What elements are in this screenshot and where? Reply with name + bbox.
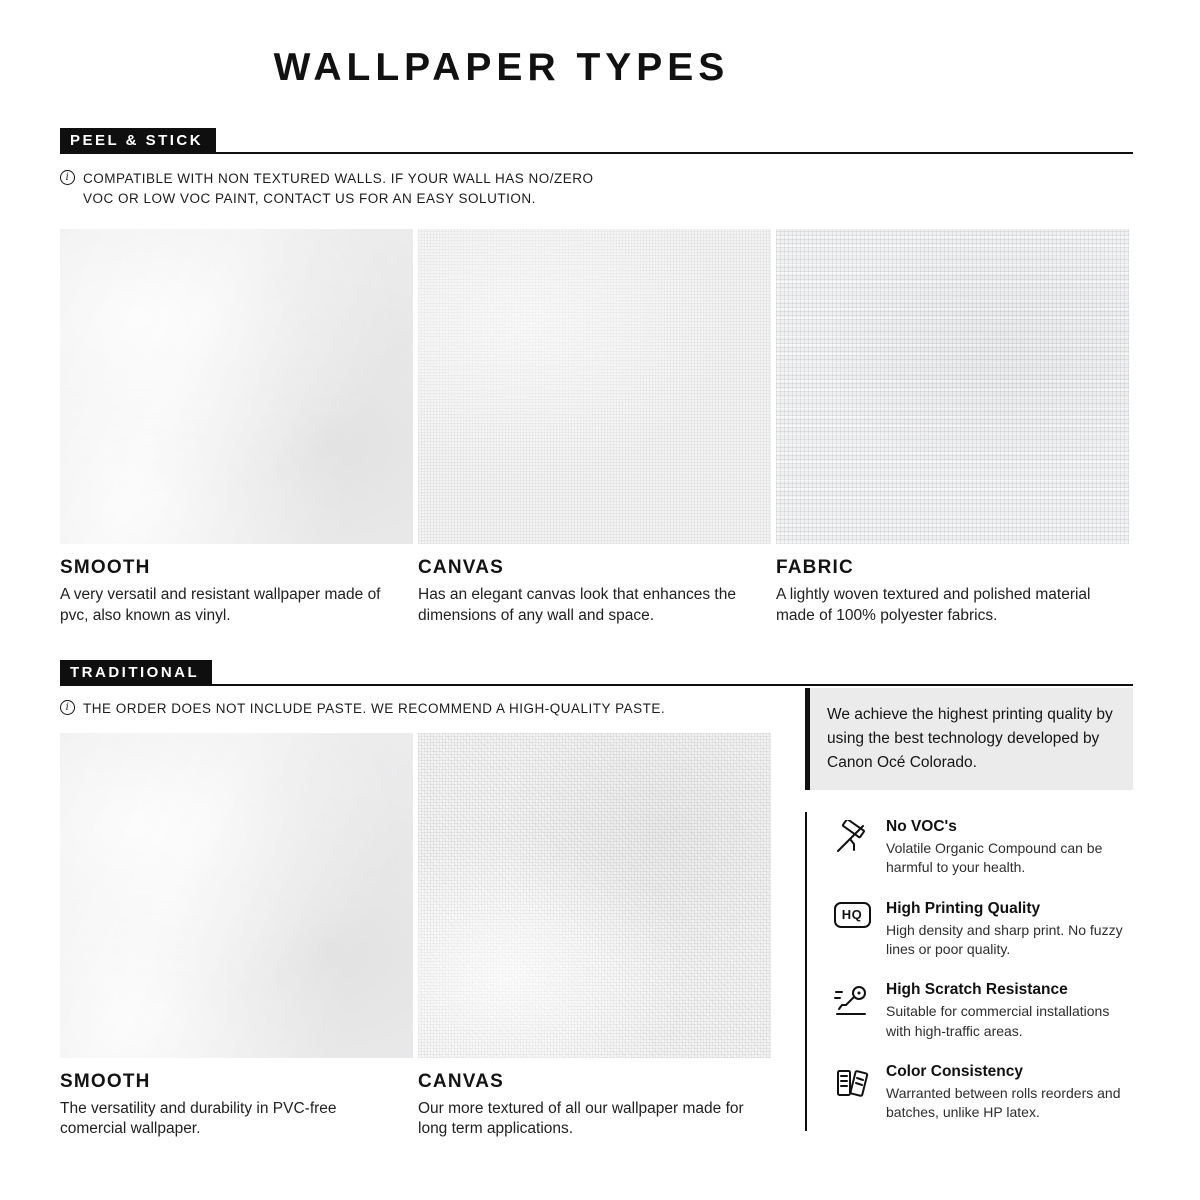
feature-text [886,1063,1133,1123]
feature-description: Suitable for commercial installations with high-traffic areas. [886,1003,1110,1039]
section-rule [60,128,1133,154]
swatch-image-fabric [776,229,1129,544]
quality-intro-panel: We achieve the highest printing quality by using the best technology developed by Canon Océ Colorado. [805,688,1133,790]
section-peel-and-stick [60,128,1133,626]
feature-scratch-resistance [831,981,1133,1041]
page-title: WALLPAPER TYPES [273,46,730,89]
feature-color-consistency [831,1063,1133,1123]
swatch-image-canvas [418,733,771,1058]
hq-icon: HQ [831,900,873,928]
info-icon: i [60,170,75,185]
peel-stick-note [60,169,1133,208]
section-label-peel-and-stick: PEEL & STICK [60,128,216,152]
bottom-columns [60,686,1133,1139]
feature-description: High density and sharp print. No fuzzy lines or poor quality. [886,921,1123,958]
swatch-image-canvas [418,229,771,544]
feature-description: Warranted between rolls reorders and batches, unlike HP latex. [886,1084,1121,1121]
color-swatch-icon [831,1063,873,1101]
no-voc-icon [831,818,873,856]
feature-high-printing-quality [831,900,1133,960]
traditional-swatch-grid [60,733,771,1140]
swatch-image-smooth [60,733,413,1058]
swatch-card-fabric [776,229,1129,626]
swatch-card-smooth-traditional [60,733,413,1140]
feature-description: Volatile Organic Compound can be harmful to your health. [886,840,1103,876]
feature-title: Color Consistency [886,1062,1023,1080]
swatch-description: Our more textured of all our wallpaper made for long term applications. [418,1099,744,1138]
section-traditional [60,660,1133,1139]
feature-text [886,818,1133,878]
swatch-title: SMOOTH [60,557,151,579]
swatch-card-canvas-traditional [418,733,771,1140]
peel-stick-swatch-grid [60,229,1133,626]
scratch-resistance-icon [831,981,873,1019]
swatch-title: CANVAS [418,1070,505,1092]
feature-text [886,981,1133,1041]
feature-text [886,900,1133,960]
traditional-column [60,686,771,1139]
swatch-title: CANVAS [418,557,505,579]
swatch-description: A lightly woven textured and polished material made of 100% polyester fabrics. [776,586,1091,624]
traditional-note [60,699,771,719]
section-rule [60,660,1133,686]
swatch-title: SMOOTH [60,1070,151,1092]
swatch-description: A very versatil and resistant wallpaper made of pvc, also known as vinyl. [60,586,381,624]
swatch-description: Has an elegant canvas look that enhances the dimensions of any wall and space. [418,586,736,624]
swatch-card-smooth [60,229,413,626]
traditional-note-text: THE ORDER DOES NOT INCLUDE PASTE. WE RECOMMEND A HIGH-QUALITY PASTE. [83,701,666,717]
peel-stick-note-text: COMPATIBLE WITH NON TEXTURED WALLS. IF YOUR WALL HAS NO/ZERO VOC OR LOW VOC PAINT, CONTACT US FOR AN EASY SOLUTION. [83,171,594,206]
swatch-description: The versatility and durability in PVC-free comercial wallpaper. [60,1099,337,1138]
swatch-card-canvas [418,229,771,626]
info-icon: i [60,700,75,715]
features-list [805,812,1133,1131]
feature-title: No VOC's [886,818,957,836]
feature-no-voc [831,818,1133,878]
section-label-traditional: TRADITIONAL [60,660,212,684]
feature-title: High Printing Quality [886,899,1041,917]
quality-column [805,686,1133,1139]
swatch-title: FABRIC [776,557,854,579]
swatch-image-smooth [60,229,413,544]
feature-title: High Scratch Resistance [886,981,1068,999]
